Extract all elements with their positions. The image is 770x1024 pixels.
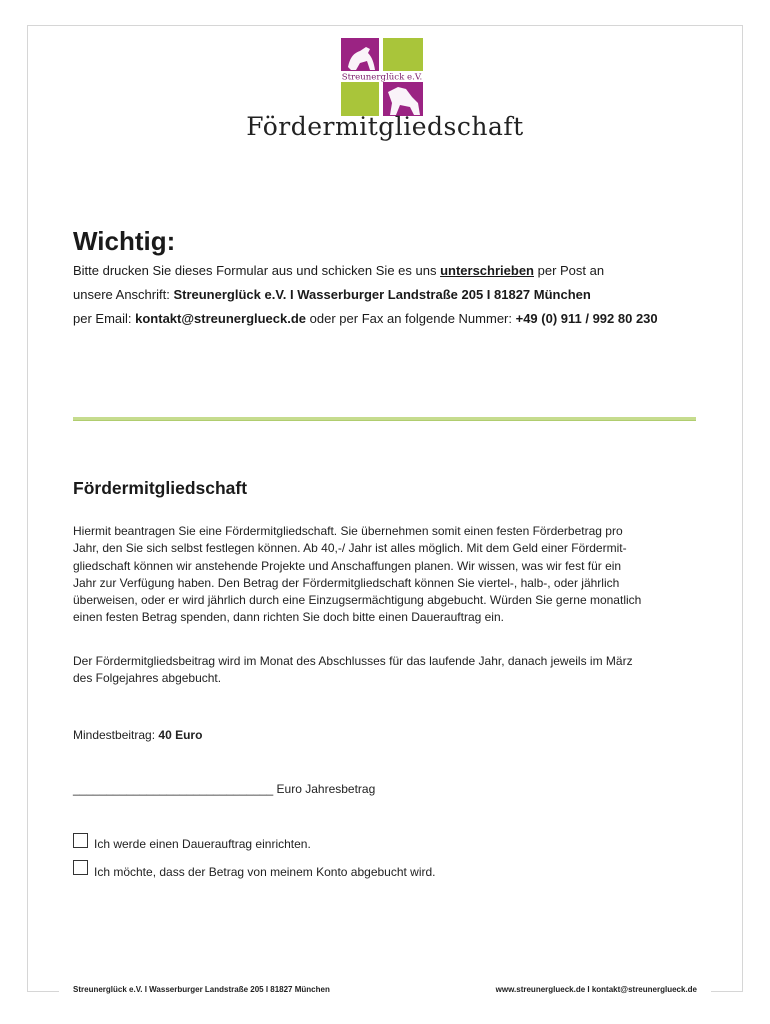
footer-address: Streunerglück e.V. I Wasserburger Landstraße 205 I 81827 München — [73, 985, 330, 994]
fax-number: +49 (0) 911 / 992 80 230 — [515, 311, 658, 326]
footer-rule-left — [27, 991, 59, 992]
direct-debit-label: Ich möchte, dass der Betrag von meinem Konto abgebucht wird. — [94, 865, 436, 879]
standing-order-checkbox[interactable] — [73, 833, 88, 848]
annual-amount-field[interactable] — [73, 781, 375, 798]
footer-contact: www.streunerglueck.de I kontakt@streunerglueck.de — [495, 985, 697, 994]
footer-rule-right — [711, 991, 743, 992]
important-line-3: per Email: kontakt@streunerglueck.de oder per Fax an folgende Nummer: +49 (0) 911 / 992 80 230 — [73, 311, 658, 326]
amount-blank-line: ______________________________ — [73, 782, 274, 796]
postal-address: Streunerglück e.V. I Wasserburger Landstraße 205 I 81827 München — [173, 287, 591, 302]
section-title: Fördermitgliedschaft — [73, 478, 248, 498]
important-heading: Wichtig: — [73, 226, 176, 256]
minimum-contribution: Mindestbeitrag: 40 Euro — [73, 728, 203, 742]
minimum-amount: 40 Euro — [158, 728, 203, 742]
document-title: Fördermitgliedschaft — [246, 112, 524, 141]
important-line-1: Bitte drucken Sie dieses Formular aus und schicken Sie es uns unterschrieben per Post an — [73, 263, 605, 278]
billing-paragraph: Der Fördermitgliedsbeitrag wird im Monat des Abschlusses für das laufende Jahr, danach jeweils im März des Folgejahres abgebucht. — [73, 654, 633, 686]
amount-label: Euro Jahresbetrag — [273, 782, 376, 796]
important-line-2: unsere Anschrift: Streunerglück e.V. I Wasserburger Landstraße 205 I 81827 München — [73, 287, 591, 302]
direct-debit-checkbox[interactable] — [73, 860, 88, 875]
intro-paragraph: Hiermit beantragen Sie eine Fördermitgliedschaft. Sie übernehmen somit einen festen Förderbetrag pro Jahr, den Sie sich selbst festlegen können. Ab 40,-/ Jahr ist alles möglich. Mit dem Geld einer Fördermit- gliedschaft können wir anstehende Projekte und Anschaffungen planen. Wir wissen, was wir fest für ein Jahr zur Verfügung haben. Den Betrag der Fördermitgliedschaft können Sie viertel-, halb-, oder jährlich überweisen, oder er wird jährlich durch eine Einzugsermächtigung abgebucht. Würden Sie gerne monatlich einen festen Betrag spenden, dann richten Sie doch bitte einen Dauerauftrag ein. — [73, 524, 642, 625]
email-address: kontakt@streunerglueck.de — [135, 311, 307, 326]
standing-order-label: Ich werde einen Dauerauftrag einrichten. — [94, 837, 311, 851]
svg-text:Streunerglück e.V.: Streunerglück e.V. — [341, 72, 423, 83]
streunerglueck-logo — [340, 37, 424, 117]
section-divider — [73, 417, 696, 421]
underlined-emphasis: unterschrieben — [440, 263, 534, 278]
